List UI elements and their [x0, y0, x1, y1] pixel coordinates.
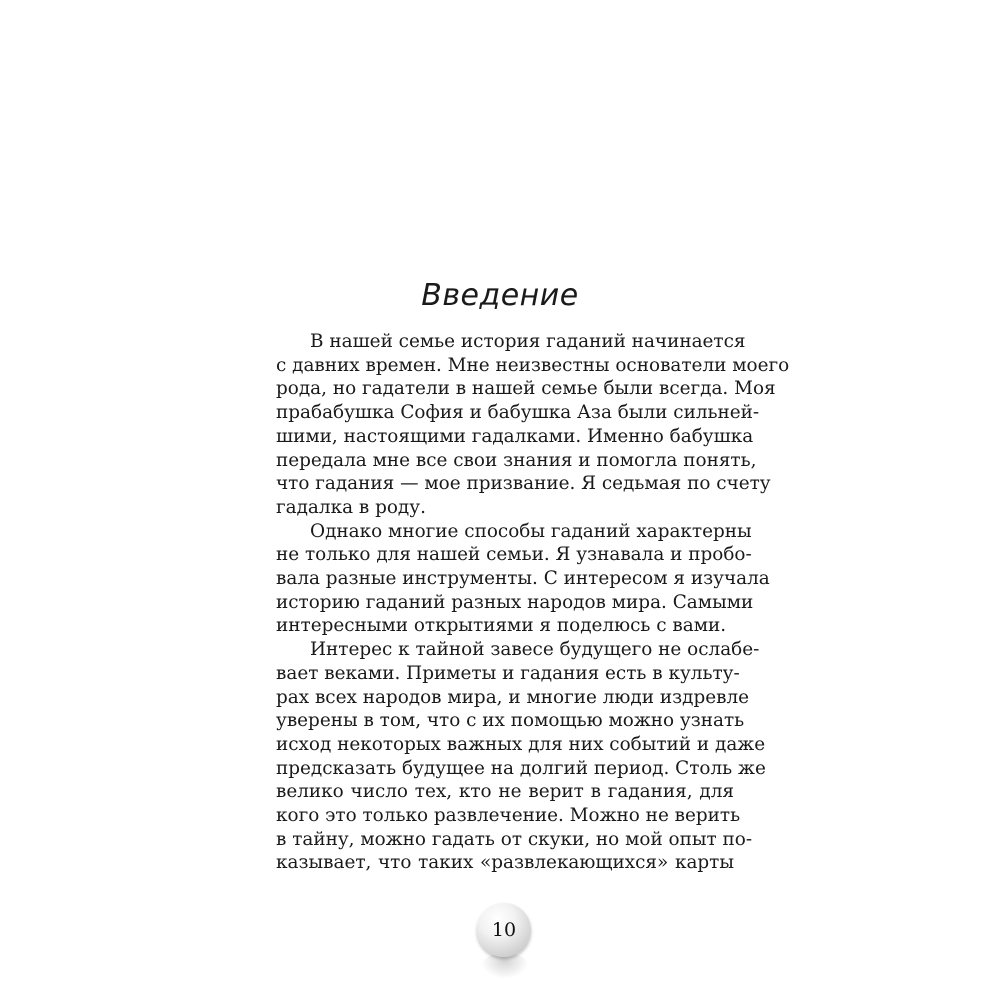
- text-line: интересными открытиями я поделюсь с вами.: [276, 615, 727, 637]
- text-line: историю гаданий разных народов мира. Самыми: [276, 591, 754, 613]
- text-line: гадалка в роду.: [276, 496, 426, 518]
- text-line: Интерес к тайной завесе будущего не ослабе-: [310, 639, 760, 661]
- text-line: В нашей семье история гаданий начинается: [310, 331, 746, 352]
- text-line: казывает, что таких «развлекающихся» карты: [276, 852, 734, 874]
- paragraph: [276, 330, 790, 520]
- text-line: уверены в том, что с их помощью можно узнать: [276, 710, 745, 732]
- chapter-heading: Введение: [421, 278, 579, 313]
- text-line: кого это только развлечение. Можно не верить: [276, 805, 741, 827]
- text-line: исход некоторых важных для них событий и даже: [276, 733, 766, 755]
- text-line: в тайну, можно гадать от скуки, но мой опыт по-: [276, 828, 753, 850]
- text-line: рах всех народов мира, и многие люди издревле: [276, 686, 750, 708]
- text-line: передала мне все свои знания и помогла понять,: [276, 449, 757, 471]
- page-number: 10: [491, 919, 517, 941]
- text-line: что гадания — мое призвание. Я седьмая по счету: [276, 473, 771, 495]
- text-line: Однако многие способы гаданий характерны: [310, 520, 752, 542]
- text-line: вает веками. Приметы и гадания есть в культу-: [276, 662, 740, 684]
- text-line: не только для нашей семьи. Я узнавала и пробо-: [276, 544, 752, 566]
- text-line: с давних времен. Мне неизвестны основатели моего: [276, 354, 790, 376]
- body-text: [276, 330, 790, 875]
- paragraph: [276, 520, 770, 639]
- text-line: рода, но гадатели в нашей семье были всегда. Моя: [276, 378, 776, 400]
- text-line: прабабушка София и бабушка Аза были сильней-: [276, 402, 760, 424]
- text-line: предсказать будущее на долгий период. Столь же: [276, 757, 766, 779]
- page-number-badge: [477, 903, 533, 959]
- page-number-circle: [477, 903, 531, 957]
- text-line: шими, настоящими гадалками. Именно бабушка: [276, 425, 754, 447]
- text-line: вала разные инструменты. С интересом я изучала: [276, 568, 770, 590]
- text-line: велико число тех, кто не верит в гадания, для: [276, 781, 734, 803]
- paragraph: [276, 638, 766, 875]
